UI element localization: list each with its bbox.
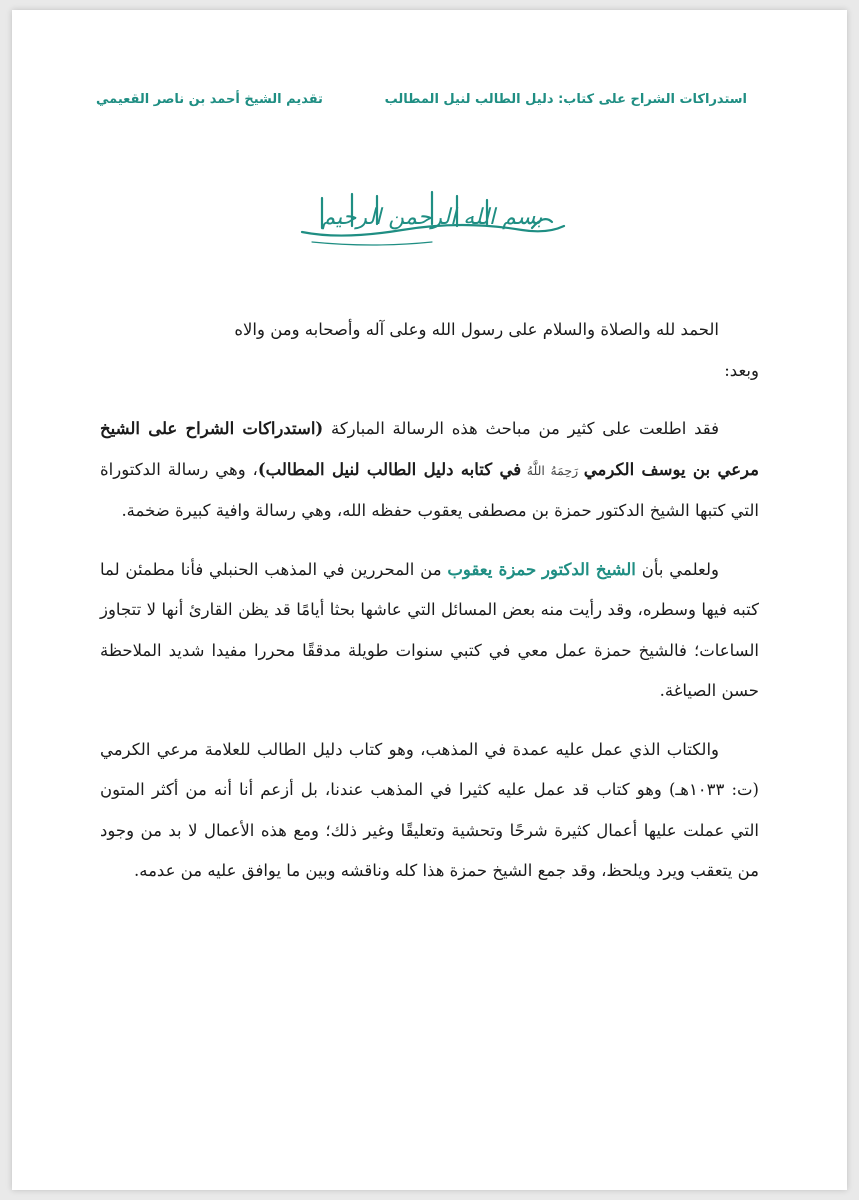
paragraph-opening-continuation: [100, 351, 759, 392]
paragraph-author-part-2: من المحررين في المذهب الحنبلي فأنا مطمئن لما كتبه فيها وسطره، وقد رأيت منه بعض المسائل التي عاشها بحثا أيامًا قد يظن القارئ أنها لا تتجاوز الساعات؛ فالشيخ حمزة عمل معي في كتبي سنوات طويلة مدققًا محررا مفيدا شديد الملاحظة حسن الصياغة.: [100, 559, 759, 700]
body-text: [100, 310, 759, 892]
paragraph-review-book-title-end: في كتابه دليل الطالب لنيل المطالب): [257, 459, 522, 479]
paragraph-book-text: والكتاب الذي عمل عليه عمدة في المذهب، وهو كتاب دليل الطالب للعلامة مرعي الكرمي (ت: ١٠٣٣هـ) وهو كتاب قد عمل عليه كثيرا في المذهب عندنا، بل أزعم أنا أنه من أكثر المتون التي عملت عليها أعمال كثيرة شرحًا وتحشية وتعليقًا وغير ذلك؛ ومع هذه الأعمال لا بد من وجود من يتعقب ويرد ويلحظ، وقد جمع الشيخ حمزة هذا كله وناقشه وبين ما يوافق عليه من عدمه.: [100, 739, 759, 880]
paragraph-author-highlight-1: الشيخ الدكتور: [542, 559, 636, 579]
basmala-calligraphy: [282, 180, 582, 250]
paragraph-opening-continuation-text: وبعد:: [724, 360, 759, 380]
paragraph-review-part-2: ، وهي رسالة الدكتوراة التي كتبها الشيخ الدكتور حمزة بن مصطفى يعقوب حفظه الله، وهي رسالة وافية كبيرة ضخمة.: [100, 459, 759, 520]
paragraph-book: [100, 730, 759, 892]
paragraph-author-part-1: ولعلمي بأن: [635, 559, 719, 579]
paragraph-author: [100, 550, 759, 712]
paragraph-review-honorific: رَحِمَهُ اللَّهُ: [521, 462, 584, 478]
paragraph-opening-text: الحمد لله والصلاة والسلام على رسول الله وعلى آله وأصحابه ومن والاه: [234, 320, 719, 339]
basmala-text: بسم الله الرحمن الرحيم: [321, 205, 543, 230]
running-header: [96, 92, 747, 107]
paragraph-opening: [100, 310, 759, 351]
paragraph-review-part-1: فقد اطلعت على كثير من مباحث هذه الرسالة المباركة: [323, 419, 720, 438]
paragraph-author-highlight-2: حمزة يعقوب: [447, 559, 537, 579]
paragraph-review-book-title: (استدراكات الشراح على الشيخ مرعي بن يوسف الكرمي: [100, 419, 759, 479]
basmala-calligraphy-icon: [282, 180, 582, 250]
header-book-title: استدراكات الشراح على كتاب: دليل الطالب لنيل المطالب: [384, 92, 747, 107]
header-foreword-by: تقديم الشيخ أحمد بن ناصر القعيمي: [96, 92, 323, 107]
paragraph-review: [100, 409, 759, 532]
document-page: [12, 10, 847, 1190]
